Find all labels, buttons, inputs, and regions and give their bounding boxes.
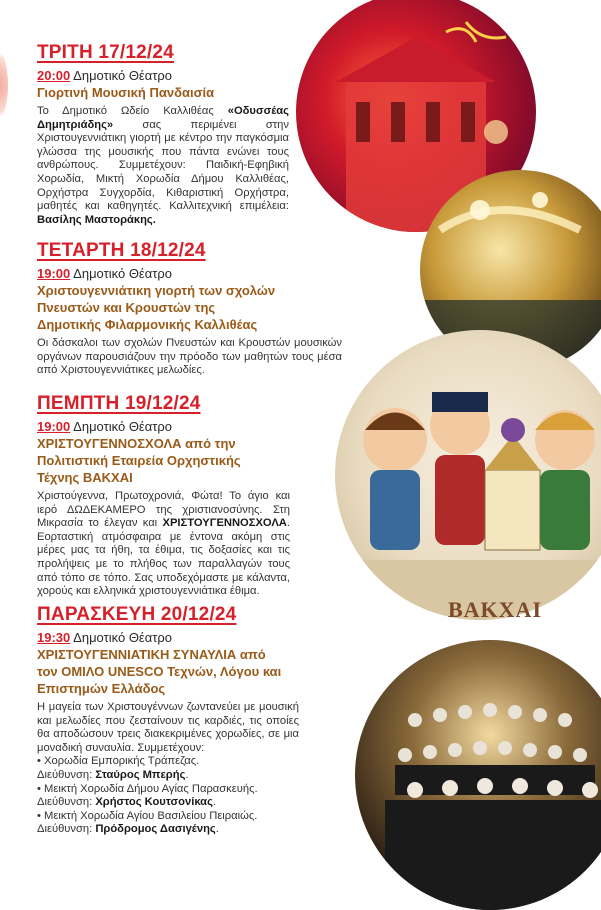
title-text: Τεχνών, Λόγου και Επιστημών Ελλάδος xyxy=(37,664,282,696)
event-venue: Δημοτικό Θέατρο xyxy=(73,630,172,645)
bold-text: Χρήστος Κουτσονίκας xyxy=(95,796,213,809)
desc-text: . Εορταστική ατμόσφαιρα με έντονα ακόμη στις μέρες μας τα ήθη, τα έθιμα, τις δοξασίες και τις προλήψεις με το πλήθος των παραλλαγών τους από τόπο σε τόπο. Σας υποδεχόμαστε με κάλαντα, χορούς και ελληνικά χριστουγεννιάτικα έθιμα. xyxy=(37,517,290,598)
event-title xyxy=(37,646,287,697)
desc-text: Το Δημοτικό Ωδείο Καλλιθέας xyxy=(37,105,228,117)
event-description xyxy=(37,337,342,378)
event-time-venue xyxy=(37,418,290,435)
desc-text: . xyxy=(212,796,216,809)
desc-text: Οι δάσκαλοι των σχολών Πνευστών και Κρουστών μουσικών οργάνων παρουσιάζουν την πρόοδο των μαθητών τους μέσα από Χριστουγεννιάτικες μελωδίες. xyxy=(37,337,342,377)
event-time-venue xyxy=(37,265,305,282)
desc-text: . xyxy=(185,768,189,781)
desc-text: Η μαγεία των Χριστουγέννων ζωντανεύει με μουσική και μελωδίες που ζεσταίνουν τις καρδιές, τις οποίες θα αποδώσουν τρεις διακεκριμένες χορωδίες, σε μια μοναδική συναυλία. Συμμετέχουν: xyxy=(37,701,299,754)
desc-text: . xyxy=(215,823,219,836)
desc-text: Διεύθυνση: xyxy=(37,768,96,781)
event-time: 19:00 xyxy=(37,266,71,281)
bold-text: «Οδυσσέας Δημητριάδης» xyxy=(37,105,289,131)
desc-text: σας περιμένει στην Χριστουγεννιάτικη γιορτή με κέντρο την παγκόσμια γλώσσα της μουσικής που πάντα ενώνει τους ανθρώπους. Συμμετέχουν: Παιδική-Εφηβική Χορωδία, Μικτή Χορωδία Δήμου Καλλιθέας, Ορχήστρα Συγχορδία, Κιθαριστική Ορχήστρα, μαθητές και καθηγητές. Καλλιτεχνική επιμέλεια: xyxy=(37,118,289,213)
event-venue: Δημοτικό Θέατρο xyxy=(73,68,172,83)
bold-text: Βασίλης Μαστοράκης. xyxy=(37,213,156,226)
title-highlight: ΒΑΚΧΑΙ xyxy=(82,470,133,485)
event-time: 19:30 xyxy=(37,630,71,645)
event-tuesday xyxy=(37,42,289,227)
title-highlight: ΧΡΙΣΤΟΥΓΕΝΝΟΣΧΟΛΑ xyxy=(37,436,182,451)
choir-photo xyxy=(355,640,601,910)
desc-text: • Μεικτή Χορωδία Αγίου Βασιλείου Πειραιώς. xyxy=(37,809,258,822)
event-time-venue xyxy=(37,67,289,84)
children-carol-illustration xyxy=(335,330,601,620)
event-time: 19:00 xyxy=(37,419,71,434)
event-title xyxy=(37,435,277,486)
desc-text: Διεύθυνση: xyxy=(37,796,96,809)
title-highlight: ΟΜΙΛΟ UNESCO xyxy=(61,664,164,679)
event-day-heading: ΠΑΡΑΣΚΕΥΗ 20/12/24 xyxy=(37,604,237,625)
bold-text: Σταύρος Μπερής xyxy=(95,768,186,781)
event-time-venue xyxy=(37,629,297,646)
desc-text: Χριστούγεννα, Πρωτοχρονιά, Φώτα! Το άγιο και ιερό ΔΩΔΕΚΑΜΕΡΟ της χριστιανοσύνης. Στη Μικρασία το έλεγαν και xyxy=(37,490,290,530)
event-thursday xyxy=(37,393,290,599)
event-title: Γιορτινή Μουσική Πανδαισία xyxy=(37,85,215,100)
desc-text: • Μεικτή Χορωδία Δήμου Αγίας Παρασκευής. xyxy=(37,782,258,795)
title-highlight: ΧΡΙΣΤΟΥΓΕΝΝΙΑΤΙΚΗ ΣΥΝΑΥΛΙΑ xyxy=(37,647,237,662)
event-venue: Δημοτικό Θέατρο xyxy=(73,419,172,434)
left-edge-decoration xyxy=(0,40,8,130)
title-text: από τον xyxy=(37,647,266,679)
event-day-heading: ΠΕΜΠΤΗ 19/12/24 xyxy=(37,393,201,414)
event-title: Χριστουγεννιάτικη γιορτή των σχολών Πνευστών και Κρουστών της Δημοτικής Φιλαρμονικής Καλλιθέας xyxy=(37,283,276,332)
vakxai-logo: ΒΑΚΧΑΙ xyxy=(448,597,543,622)
event-venue: Δημοτικό Θέατρο xyxy=(73,266,172,281)
event-description xyxy=(37,105,289,227)
desc-text: Διεύθυνση: xyxy=(37,823,96,836)
event-wednesday xyxy=(37,240,342,378)
event-time: 20:00 xyxy=(37,68,71,83)
bold-text: Πρόδρομος Δασιγένης xyxy=(95,823,216,836)
title-text: από την Πολιτιστική Εταιρεία Ορχηστικής Τέχνης xyxy=(37,436,241,485)
event-day-heading: ΤΡΙΤΗ 17/12/24 xyxy=(37,42,174,63)
desc-text: • Χορωδία Εμπορικής Τράπεζας. xyxy=(37,755,200,768)
event-friday xyxy=(37,604,297,837)
event-day-heading: ΤΕΤΑΡΤΗ 18/12/24 xyxy=(37,240,206,261)
bold-text: ΧΡΙΣΤΟΥΓΕΝΝΟΣΧΟΛΑ xyxy=(162,517,287,530)
event-description xyxy=(37,701,299,837)
event-description xyxy=(37,490,290,599)
